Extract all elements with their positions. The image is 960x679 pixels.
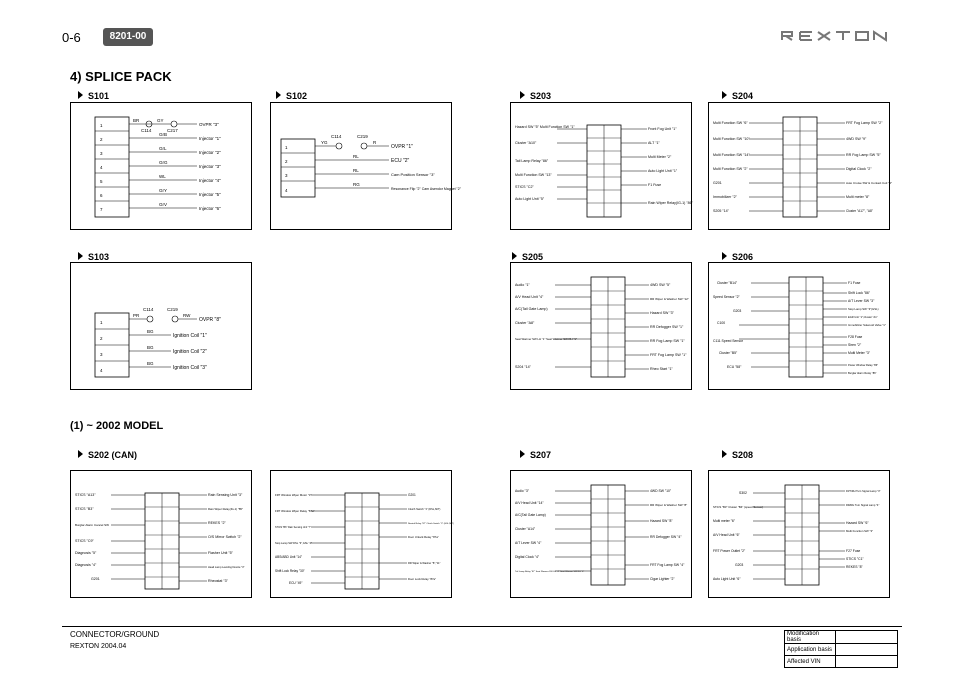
wire-code: BG: [147, 361, 154, 366]
s201-left-1: FRT Window Wiper Relay "87a": [275, 509, 315, 513]
s202-left-6: G201: [91, 577, 100, 581]
s206-right-8: Multi Meter "3": [848, 351, 871, 355]
s203-right-3: Auto Light Unit "1": [648, 169, 678, 173]
s208-right-1: RR/RH Turn Signal Lamp "4": [846, 504, 880, 507]
s208-title: S208: [732, 450, 754, 460]
s202-right-2: REKES "2": [208, 521, 226, 525]
s206-left-2: G203: [733, 309, 742, 313]
s208-left-6: Auto Light Unit "6": [713, 577, 741, 581]
revision-row: [785, 631, 898, 644]
revision-value: [836, 656, 898, 668]
s205-left-3: Cluster "A8": [515, 321, 535, 325]
s201-left-2: STICS "B6" Rain Sensing Unit "7": [275, 526, 311, 529]
arrow-right-icon: [722, 252, 727, 260]
s205-right-6: Rheo Start "1": [650, 367, 673, 371]
s101-title: S101: [88, 91, 110, 101]
s206-left-1: Speed Sensor "2": [713, 295, 740, 299]
s203-right-2: Multi Meter "2": [648, 155, 672, 159]
s208-left-3: A/V Head Unit "6": [713, 533, 740, 537]
revision-table: [784, 630, 898, 668]
s204-left-5: Immobilizer "2": [713, 195, 737, 199]
wire-target: Injector "5": [199, 192, 221, 197]
revision-label: Modification basis: [785, 631, 836, 644]
s206-left-5: Cluster "B5": [719, 351, 738, 355]
svg-text:3: 3: [100, 151, 103, 156]
wire-code: GrL: [159, 146, 167, 151]
brand-logo: [780, 30, 900, 42]
svg-text:3: 3: [100, 352, 103, 357]
svg-text:5: 5: [100, 179, 103, 184]
svg-text:4: 4: [285, 188, 288, 193]
wire-code: R: [373, 140, 377, 145]
s207-left-1: A/V Head Unit "14": [515, 501, 544, 505]
revision-value: [836, 644, 898, 656]
wire-code: YG: [321, 140, 328, 145]
s203-left-1: Cluster "A10": [515, 141, 537, 145]
s207-diagram: [510, 470, 692, 598]
arrow-right-icon: [722, 450, 727, 458]
svg-text:2: 2: [100, 137, 103, 142]
s207-left-2: A/C(Tail Gate Lamp): [515, 513, 546, 517]
s101-wire-labels: [133, 118, 221, 211]
s204-title: S204: [732, 91, 754, 101]
arrow-right-icon: [78, 91, 83, 99]
s202-right-6: Rheostat "3": [208, 579, 228, 583]
s208-left-2: Multi meter "6": [713, 519, 736, 523]
s203-left-2: Tail Lamp Relay "86": [515, 159, 549, 163]
s202-left-1: STICS "B3": [75, 507, 94, 511]
s206-right-5: Immobilizer Solenoid Valve "1": [848, 323, 886, 327]
s204-right-5: Multi meter "8": [846, 195, 870, 199]
connector-label: C219: [357, 134, 368, 139]
s205-right-0: 4WD SW "5": [650, 283, 671, 287]
s208-right-5: STICS "C1": [846, 557, 864, 561]
s205-right-2: Hazard SW "3": [650, 311, 674, 315]
svg-text:1: 1: [100, 123, 103, 128]
wire-target: Injector "6": [199, 206, 221, 211]
s206-title: S206: [732, 252, 754, 262]
wire-target: OVPR "8": [199, 317, 221, 323]
s207-left-0: Audio "3": [515, 489, 529, 493]
wire-target: ECU "2": [391, 158, 410, 164]
connector-label: C114: [141, 128, 152, 133]
wire-target: Resonance Flip "2" Cam Asendor Magnet "2": [391, 187, 461, 191]
connector-label: C217: [167, 128, 178, 133]
s208-left-0: S302: [739, 491, 747, 495]
s207-right-2: Hazard SW "8": [650, 519, 673, 523]
connector-label: C114: [331, 134, 342, 139]
s207-right-3: RR Defogger SW "4": [650, 535, 682, 539]
s206-left-0: Cluster "B14": [717, 281, 738, 285]
s206-left-4: C111 Speed Sensor: [713, 339, 744, 343]
s202-heading: [78, 450, 137, 460]
s204-right-1: 4WD SW "9": [846, 137, 867, 141]
s207-right-5: Cigar Lighter "2": [650, 577, 675, 581]
s204-diagram: [708, 102, 890, 230]
s203-left-4: STICS "C2": [515, 185, 534, 189]
footer-divider: [62, 626, 902, 627]
arrow-right-icon: [276, 91, 281, 99]
s202-right-4: Flasher Unit "5": [208, 551, 233, 555]
s204-right-2: RR Fog Lamp SW "5": [846, 153, 881, 157]
s202-left-3: STICS "C9": [75, 539, 94, 543]
s202-left-0: STICS "A13": [75, 493, 96, 497]
s102-title: S102: [286, 91, 308, 101]
s207-right-0: 4WD SW "10": [650, 489, 672, 493]
wire-code: RG: [353, 182, 360, 187]
wire-code: BG: [147, 329, 154, 334]
s205-left-5: S204 "14": [515, 365, 531, 369]
s204-left-6: S205 "14": [713, 209, 729, 213]
revision-value: [836, 631, 898, 644]
s202-right-1: Rain Wiper Relay(IG-1) "85": [208, 507, 243, 511]
wire-target: Cam Position Sensor "3": [391, 172, 435, 177]
s203-right-4: F1 Fuse: [648, 183, 662, 187]
s206-left-6: ECU "58": [727, 365, 742, 369]
s203-left-0: Hazard SW "5" Multi Function SW "1": [515, 125, 575, 129]
wire-code: RW: [183, 313, 191, 318]
wire-target: OVPR "3": [199, 122, 219, 127]
s208-right-4: F27 Fuse: [846, 549, 861, 553]
s208-heading: [722, 450, 753, 460]
s208-diagram: [708, 470, 890, 598]
section-code-badge: 8201-00: [103, 28, 153, 46]
wire-target: Injector "4": [199, 178, 221, 183]
s206-right-3: Stop Lamp SW "3"(GSL): [848, 307, 879, 311]
s208-left-5: G203: [735, 563, 744, 567]
s205-heading: [512, 252, 543, 262]
s103-title: S103: [88, 252, 110, 262]
arrow-right-icon: [722, 91, 727, 99]
arrow-right-icon: [520, 450, 525, 458]
s206-diagram: [708, 262, 890, 390]
s201-left-5: Shift Lock Relay "30": [275, 569, 305, 573]
s208-right-0: FRT/RH Turn Signal Lamp "3": [846, 490, 881, 493]
s205-diagram: [510, 262, 692, 390]
s202-right-5: Head Lamp Leveling Device "3": [208, 566, 245, 569]
s205-right-1: RR Wiper & Washer SW "12": [650, 297, 689, 301]
s202-left-2: Burglar Alarm Cancel SW: [75, 523, 110, 527]
s201-left-4: ABS/ABD Unit "14": [275, 555, 303, 559]
s208-right-3: Multi Function SW "3": [846, 529, 874, 533]
svg-text:6: 6: [100, 193, 103, 198]
s102-diagram: [270, 102, 461, 230]
wire-code: GY: [157, 118, 164, 123]
svg-text:1: 1: [285, 145, 288, 150]
s208-left-4: FRT Power Outlet "2": [713, 549, 746, 553]
s202-right-0: Rain Sensing Unit "3": [208, 493, 243, 497]
model-subtitle: (1) ~ 2002 MODEL: [70, 420, 164, 432]
s206-right-6: F28 Fuse: [848, 335, 863, 339]
s204-left-3: Multi Function SW "2": [713, 167, 748, 171]
s207-heading: [520, 450, 551, 460]
connector-label: C114: [143, 307, 154, 312]
s206-heading: [722, 252, 753, 262]
wire-target: Injector "2": [199, 150, 221, 155]
s203-heading: [520, 91, 551, 101]
wire-code: PR: [133, 313, 140, 318]
s204-right-0: FRT Fog Lamp SW "2": [846, 121, 883, 125]
s207-left-6: Tail Lamp Relay "87" Seat Warmer SW LH "4" Seat Warmer SW RH "4": [515, 571, 585, 573]
s203-left-5: Auto Light Unit "5": [515, 197, 545, 201]
s207-left-5: Digital Clock "4": [515, 555, 540, 559]
s202-right-3: O/S Mirror Switch "2": [208, 535, 242, 539]
s203-left-3: Multi Function SW "13": [515, 173, 552, 177]
s203-right-5: Rain Wiper Relay(IG-1) "86": [648, 201, 693, 205]
revision-label: Affected VIN: [785, 656, 836, 668]
s201-right-1: Clutch Switch "1" (DSL,M/T): [408, 508, 441, 511]
s205-left-0: Audio "1": [515, 283, 530, 287]
wire-code: RL: [353, 168, 359, 173]
s201-right-4: RR Wiper & Washer "8","11": [408, 562, 441, 565]
svg-text:4: 4: [100, 368, 103, 373]
s207-left-4: A/T Lever SW "4": [515, 541, 542, 545]
s205-left-1: A/V Head Unit "4": [515, 295, 544, 299]
footer-section-label: CONNECTOR/GROUND: [70, 630, 160, 639]
s204-left-2: Multi Function SW "14": [713, 153, 750, 157]
revision-row: [785, 644, 898, 656]
wire-code: BR: [133, 118, 140, 123]
s102-heading: [276, 91, 307, 101]
s201-left-0: FRT Window Wiper Motor "3": [275, 493, 312, 497]
page-number: 0-6: [62, 30, 81, 45]
s204-heading: [722, 91, 753, 101]
s202-diagram: [70, 470, 252, 598]
wire-code: RL: [353, 154, 359, 159]
wire-target: Ignition Coil "3": [173, 365, 207, 371]
s206-right-7: Siren "2": [848, 343, 862, 347]
s202-left-5: Diagnosis "4": [75, 563, 97, 567]
s204-left-1: Multi Function SW "10": [713, 137, 750, 141]
s206-right-2: A/T Lever SW "3": [848, 299, 875, 303]
s206-left-3: C100: [717, 321, 726, 325]
s202-title: S202 (CAN): [88, 450, 138, 460]
s206-right-0: F1 Fuse: [848, 281, 861, 285]
s205-right-3: RR Defogger SW "1": [650, 325, 684, 329]
s207-right-1: RR Wiper & Washer SW "8": [650, 503, 688, 507]
s207-right-4: FRT Fog Lamp SW "4": [650, 563, 685, 567]
s206-right-9: Power Window Relay "86": [848, 364, 879, 367]
s208-left-1: STICS "B3" Cluster "B4" (speed Sensor): [713, 505, 764, 509]
s203-right-0: Front Fog Unit "1": [648, 127, 677, 131]
arrow-right-icon: [78, 450, 83, 458]
svg-text:2: 2: [285, 159, 288, 164]
section-title: 4) SPLICE PACK: [70, 69, 172, 84]
s201-left-6: ECU "49": [289, 581, 303, 585]
s101-heading: [78, 91, 109, 101]
revision-label: Application basis: [785, 644, 836, 656]
s206-right-10: Burglar Alarm Relay "86": [848, 372, 877, 375]
revision-row: [785, 656, 898, 668]
s201-right-3: Door Unlock Relay "87a": [408, 535, 439, 539]
s103-heading: [78, 252, 109, 262]
arrow-right-icon: [512, 252, 517, 260]
wire-target: Ignition Coil "2": [173, 349, 207, 355]
arrow-right-icon: [520, 91, 525, 99]
s208-right-2: Hazard SW "6": [846, 521, 869, 525]
wire-code: GrV: [159, 202, 168, 207]
s205-left-2: A/C(Tail Gate Lamp): [515, 307, 548, 311]
s208-right-6: REKES "8": [846, 565, 863, 569]
arrow-right-icon: [78, 252, 83, 260]
s207-title: S207: [530, 450, 552, 460]
s205-right-4: RR Fog Lamp SW "1": [650, 339, 685, 343]
s201-right-0: G201: [408, 493, 416, 497]
svg-text:1: 1: [100, 320, 103, 325]
s201-right-2: Neutral Relay "87" Clutch Switch "3" (GSL,M/T): [408, 523, 454, 525]
svg-text:4: 4: [100, 165, 103, 170]
wire-target: OVPR "1": [391, 144, 413, 150]
s204-right-4: Auto Cruise SW & Contact Coil "3": [846, 181, 892, 185]
s205-left-4: Seat Warmer SW LH "1" Seat Warmer SW RH "1": [515, 337, 577, 341]
svg-text:2: 2: [100, 336, 103, 341]
s203-diagram: [510, 102, 692, 230]
s201-diagram: [270, 470, 452, 598]
connector-label: C219: [167, 307, 178, 312]
s103-diagram: [70, 262, 252, 390]
wire-target: Injector "1": [199, 136, 221, 141]
wire-target: Injector "3": [199, 164, 221, 169]
wire-code: GrB: [159, 132, 168, 137]
svg-text:7: 7: [100, 207, 103, 212]
wire-code: WL: [159, 174, 166, 179]
s206-right-4: EGR Unit "1",Cluster "A1": [848, 316, 878, 319]
s204-right-6: Cluster "A17", "A8": [846, 209, 873, 213]
s201-left-3: Stop Lamp SW DSL "3",GSL "4": [275, 542, 312, 545]
s204-left-0: Multi Function SW "6": [713, 121, 748, 125]
s201-right-5: Door Lock Relay "87a": [408, 577, 437, 581]
s204-right-3: Digital Clock "2": [846, 167, 872, 171]
svg-text:3: 3: [285, 173, 288, 178]
s207-left-3: Cluster "A14": [515, 527, 536, 531]
footer-model-date: REXTON 2004.04: [70, 643, 127, 650]
s101-diagram: [70, 102, 252, 230]
wire-code: GrG: [159, 160, 168, 165]
wire-code: GrY: [159, 188, 168, 193]
s203-title: S203: [530, 91, 552, 101]
s202-left-4: Diagnosis "5": [75, 551, 97, 555]
s204-left-4: G201: [713, 181, 722, 185]
wire-code: BG: [147, 345, 154, 350]
wire-target: Ignition Coil "1": [173, 333, 207, 339]
s203-right-1: ALT "1": [648, 141, 660, 145]
s206-right-1: Shift Lock "86": [848, 291, 871, 295]
s205-title: S205: [522, 252, 544, 262]
s205-right-5: FRT Fog Lamp SW "1": [650, 353, 687, 357]
